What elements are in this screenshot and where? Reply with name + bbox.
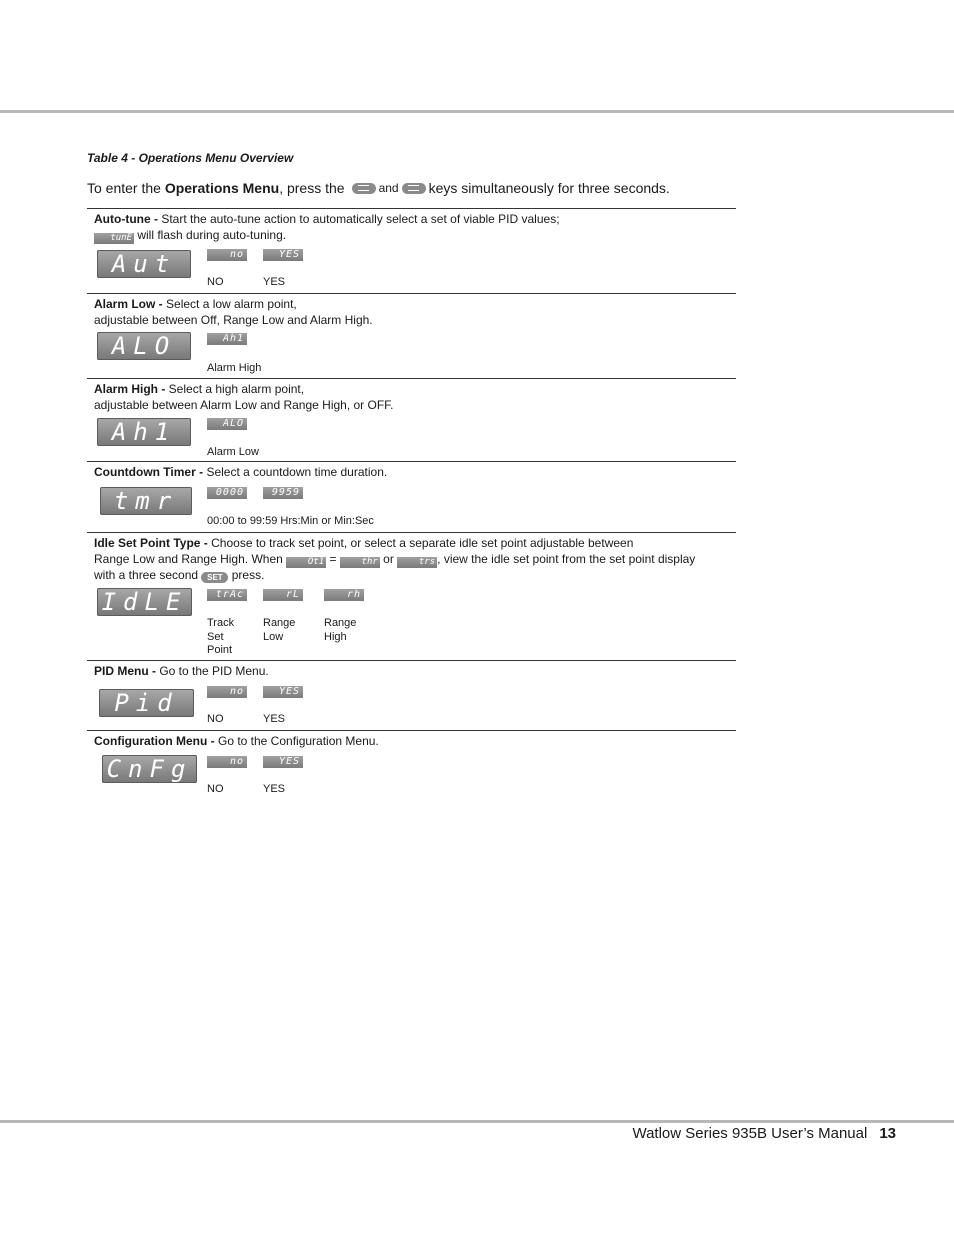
- row-pid-menu: [87, 660, 736, 730]
- row-text: with a three second: [94, 567, 202, 582]
- row-text: Choose to track set point, or select a separate idle set point adjustable between: [211, 536, 634, 550]
- intro-and: and: [378, 181, 399, 195]
- option-lcd: 0000: [207, 487, 247, 499]
- down-key-icon: [402, 183, 426, 194]
- up-key-icon: [352, 183, 376, 194]
- option-label: [324, 617, 356, 644]
- row-alarm-low: [87, 293, 736, 378]
- label-line: Point: [207, 644, 233, 656]
- label-line: Low: [263, 630, 284, 643]
- big-lcd-display: Aut: [97, 250, 191, 278]
- option-lcd: no: [207, 756, 247, 768]
- inline-lcd-trs: trs: [397, 557, 437, 568]
- intro-before: To enter the: [87, 180, 165, 196]
- option-lcd: ALO: [207, 418, 247, 430]
- option-label: [207, 617, 234, 658]
- set-key-icon: SET: [201, 572, 228, 583]
- row-configuration-menu: [87, 730, 736, 803]
- option-label: NO: [207, 276, 224, 288]
- option-label: NO: [207, 783, 224, 795]
- row-text: , view the idle set point from the set point display: [437, 551, 696, 566]
- option-label: YES: [263, 783, 286, 795]
- row-text: Select a low alarm point,: [166, 297, 297, 311]
- row-description: [94, 212, 734, 244]
- row-alarm-high: [87, 378, 736, 461]
- page-footer: [632, 1125, 896, 1142]
- row-description: [94, 297, 734, 328]
- row-title: Idle Set Point Type -: [94, 536, 212, 550]
- row-description: [94, 664, 734, 680]
- row-text: will flash during auto-tuning.: [134, 227, 287, 242]
- big-lcd-display: tmr: [100, 487, 192, 515]
- option-label: [263, 617, 295, 644]
- row-description: [94, 382, 734, 413]
- row-title: PID Menu -: [94, 664, 160, 678]
- row-title: Countdown Timer -: [94, 465, 207, 479]
- inline-lcd-ot1: Ot1: [286, 557, 326, 568]
- inline-lcd-tune: tunE: [94, 233, 134, 244]
- row-text: adjustable between Off, Range Low and Alarm High.: [94, 312, 373, 327]
- operations-table: [87, 208, 736, 803]
- option-lcd: rL: [263, 589, 303, 601]
- label-line: High: [324, 630, 347, 643]
- label-line: Set: [207, 630, 224, 643]
- option-label: Alarm Low: [207, 446, 259, 458]
- option-lcd: no: [207, 686, 247, 698]
- row-text: press.: [228, 567, 265, 582]
- intro-after: keys simultaneously for three seconds.: [428, 180, 670, 196]
- big-lcd-display: IdLE: [97, 588, 192, 616]
- row-text: Select a high alarm point,: [168, 382, 305, 396]
- row-description: [94, 536, 734, 583]
- table-caption: Table 4 - Operations Menu Overview: [87, 151, 294, 165]
- row-text: Select a countdown time duration.: [206, 465, 388, 479]
- page-number: 13: [879, 1125, 896, 1142]
- intro-text: [87, 180, 670, 196]
- option-label: Alarm High: [207, 362, 262, 374]
- big-lcd-display: CnFg: [102, 755, 197, 783]
- option-label: YES: [263, 713, 286, 725]
- row-idle-set-point: [87, 532, 736, 660]
- option-lcd: YES: [263, 249, 303, 261]
- option-lcd: rh: [324, 589, 364, 601]
- intro-press: , press the: [279, 180, 345, 196]
- big-lcd-display: Ah1: [97, 418, 191, 446]
- row-title: Alarm High -: [94, 382, 169, 396]
- row-text: Range Low and Range High. When: [94, 551, 287, 566]
- row-text: adjustable between Alarm Low and Range High, or OFF.: [94, 397, 394, 412]
- label-line: Range: [324, 617, 357, 629]
- row-auto-tune: [87, 208, 736, 293]
- option-lcd: no: [207, 249, 247, 261]
- option-lcd: Ah1: [207, 333, 247, 345]
- option-lcd: YES: [263, 686, 303, 698]
- row-text: Go to the Configuration Menu.: [217, 734, 379, 748]
- option-lcd: trAc: [207, 589, 247, 601]
- intro-menu-name: Operations Menu: [164, 180, 280, 196]
- manual-title: Watlow Series 935B User’s Manual: [632, 1125, 868, 1142]
- option-label: YES: [263, 276, 286, 288]
- footer-rule: [0, 1120, 954, 1123]
- row-title: Alarm Low -: [94, 297, 167, 311]
- row-countdown-timer: [87, 461, 736, 532]
- row-description: [94, 734, 734, 750]
- row-text: Go to the PID Menu.: [159, 664, 269, 678]
- header-rule: [0, 110, 954, 113]
- row-title: Auto-tune -: [94, 212, 162, 226]
- row-text: Start the auto-tune action to automatically select a set of viable PID values;: [161, 212, 560, 226]
- big-lcd-display: ALO: [97, 332, 191, 360]
- label-line: Range: [263, 617, 296, 629]
- row-title: Configuration Menu -: [94, 734, 218, 748]
- row-description: [94, 465, 734, 481]
- equals-text: =: [326, 551, 340, 566]
- inline-lcd-thr: thr: [340, 557, 380, 568]
- label-line: Track: [207, 617, 235, 629]
- option-lcd: YES: [263, 756, 303, 768]
- option-label: NO: [207, 713, 224, 725]
- option-label: 00:00 to 99:59 Hrs:Min or Min:Sec: [207, 515, 374, 527]
- big-lcd-display: Pid: [99, 689, 194, 717]
- option-lcd: 9959: [263, 487, 303, 499]
- or-text: or: [379, 551, 398, 566]
